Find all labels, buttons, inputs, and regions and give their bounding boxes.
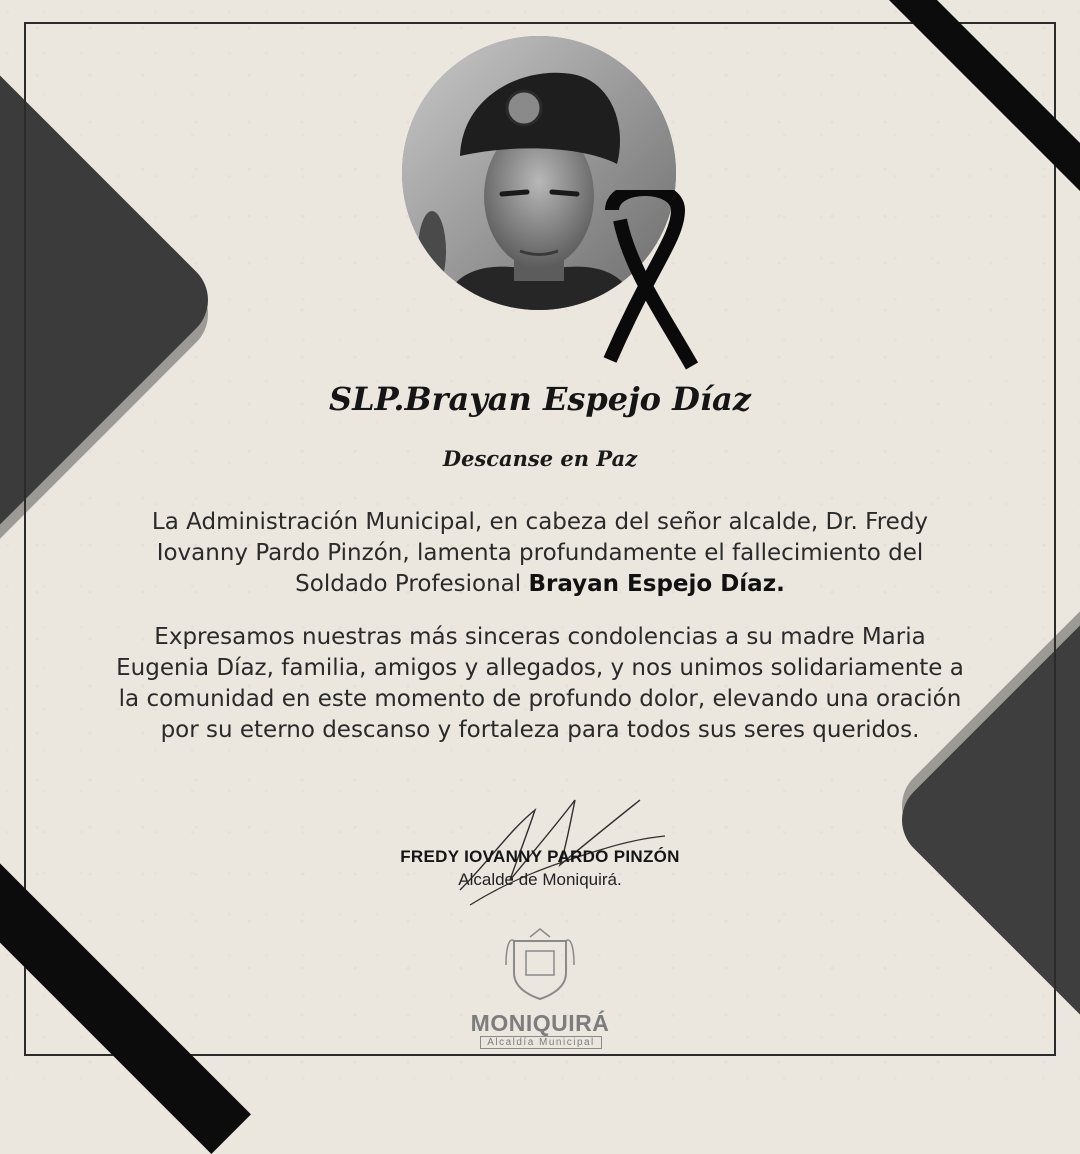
soldier-name-title: SLP.Brayan Espejo Díaz [329, 380, 751, 418]
rest-in-peace-subtitle: Descanse en Paz [442, 446, 638, 471]
paragraph-1-emphasis: Brayan Espejo Díaz. [528, 571, 785, 597]
brand-wordmark: MONIQUIRÁ [470, 1010, 610, 1036]
handwritten-signature [440, 770, 680, 920]
condolence-paragraph-2: Expresamos nuestras más sinceras condolencias a su madre Maria Eugenia Díaz, familia, amigos y allegados, y nos unimos solidariamente a la comunidad en este momento de profundo dolor, elevando una oración por su eterno descanso y fortaleza para todos sus seres queridos. [116, 624, 964, 743]
municipal-crest-icon [500, 925, 580, 1005]
signatory-role: Alcalde de Moniquirá. [458, 870, 622, 889]
mourning-ribbon-icon [590, 190, 700, 370]
condolence-paragraph-1 [110, 507, 970, 600]
signatory-name: FREDY IOVANNY PARDO PINZÓN [400, 847, 680, 866]
brand-subtitle: Alcaldía Municipal [480, 1036, 602, 1049]
paragraph-1-lead: La Administración Municipal, en cabeza del señor alcalde, Dr. Fredy Iovanny Pardo Pinzón, lamenta profundamente el fallecimiento del Soldado Profesional [151, 509, 929, 597]
